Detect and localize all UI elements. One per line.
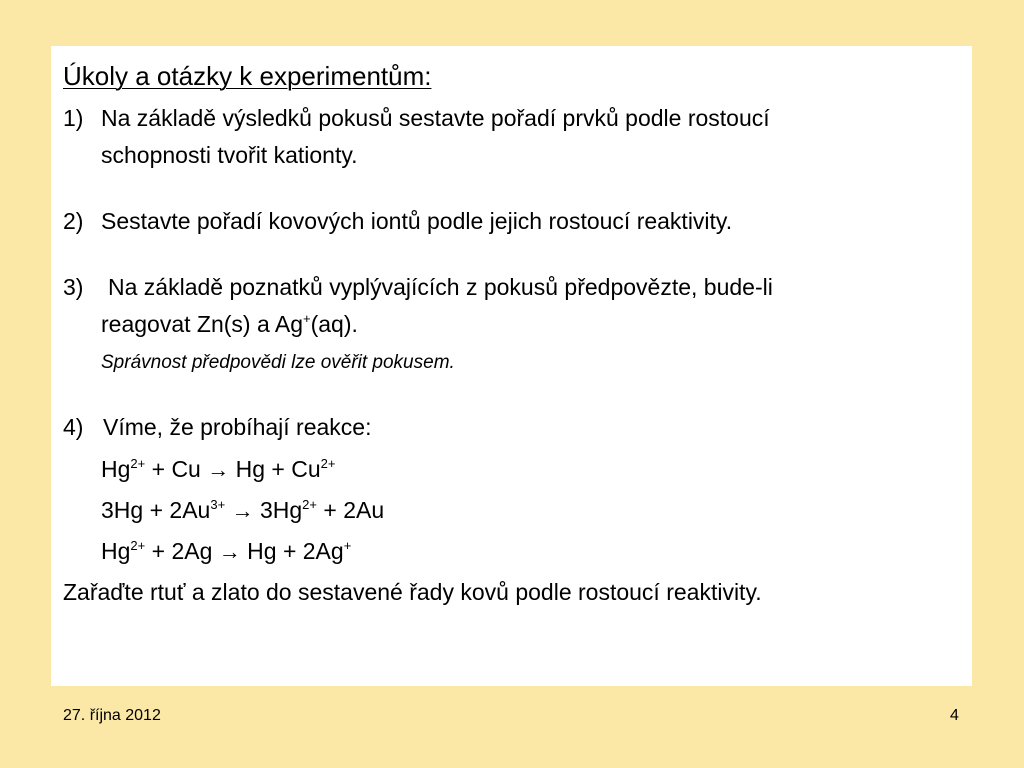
r2-c: + 2Au — [316, 497, 385, 523]
q3-line2 — [101, 309, 358, 339]
page-number: 4 — [950, 707, 959, 724]
slide-title: Úkoly a otázky k experimentům: — [63, 61, 432, 91]
q3-number: 3) — [63, 274, 84, 300]
r1-c-sup: 2+ — [320, 456, 336, 471]
q2-text: Sestavte pořadí kovových iontů podle jejich rostoucí reaktivity. — [101, 208, 733, 234]
r1-a-sup: 2+ — [130, 456, 146, 471]
r2-a: 3Hg + 2Au — [101, 497, 211, 523]
r1-c: Hg + Cu — [229, 456, 321, 482]
q4-conclusion: Zařaďte rtuť a zlato do sestavené řady kovů podle rostoucí reaktivity. — [63, 579, 762, 605]
reaction-1 — [101, 454, 335, 485]
q2-number: 2) — [63, 208, 84, 234]
q3-note: Správnost předpovědi lze ověřit pokusem. — [101, 352, 455, 373]
arrow-icon: → — [218, 539, 241, 564]
footer-date: 27. října 2012 — [63, 707, 161, 724]
q3-line2-pre: reagovat Zn(s) a Ag — [101, 311, 303, 337]
q1-line2: schopnosti tvořit kationty. — [101, 142, 358, 168]
r3-c-sup: + — [343, 538, 352, 553]
r3-c: Hg + 2Ag — [240, 538, 344, 564]
q1-number: 1) — [63, 105, 84, 131]
q4-number: 4) — [63, 414, 84, 440]
arrow-icon: → — [231, 498, 254, 523]
reaction-3 — [101, 536, 351, 567]
r1-b: + Cu — [145, 456, 208, 482]
q3-line2-post: (aq). — [310, 311, 358, 337]
r2-a-sup: 3+ — [210, 497, 226, 512]
reaction-2 — [101, 495, 384, 526]
r3-a-sup: 2+ — [130, 538, 146, 553]
r3-b: + 2Ag — [145, 538, 219, 564]
q1-line1: Na základě výsledků pokusů sestavte pořadí prvků podle rostoucí — [101, 105, 770, 131]
q4-intro: Víme, že probíhají reakce: — [103, 414, 372, 440]
arrow-icon: → — [207, 457, 230, 482]
r3-a: Hg — [101, 538, 131, 564]
r1-a: Hg — [101, 456, 131, 482]
q3-line2-sup: + — [303, 311, 311, 326]
q3-line1: Na základě poznatků vyplývajících z pokusů předpovězte, bude-li — [108, 274, 773, 300]
slide-card — [51, 46, 972, 686]
r2-b-sup: 2+ — [302, 497, 317, 512]
r2-b: 3Hg — [253, 497, 303, 523]
